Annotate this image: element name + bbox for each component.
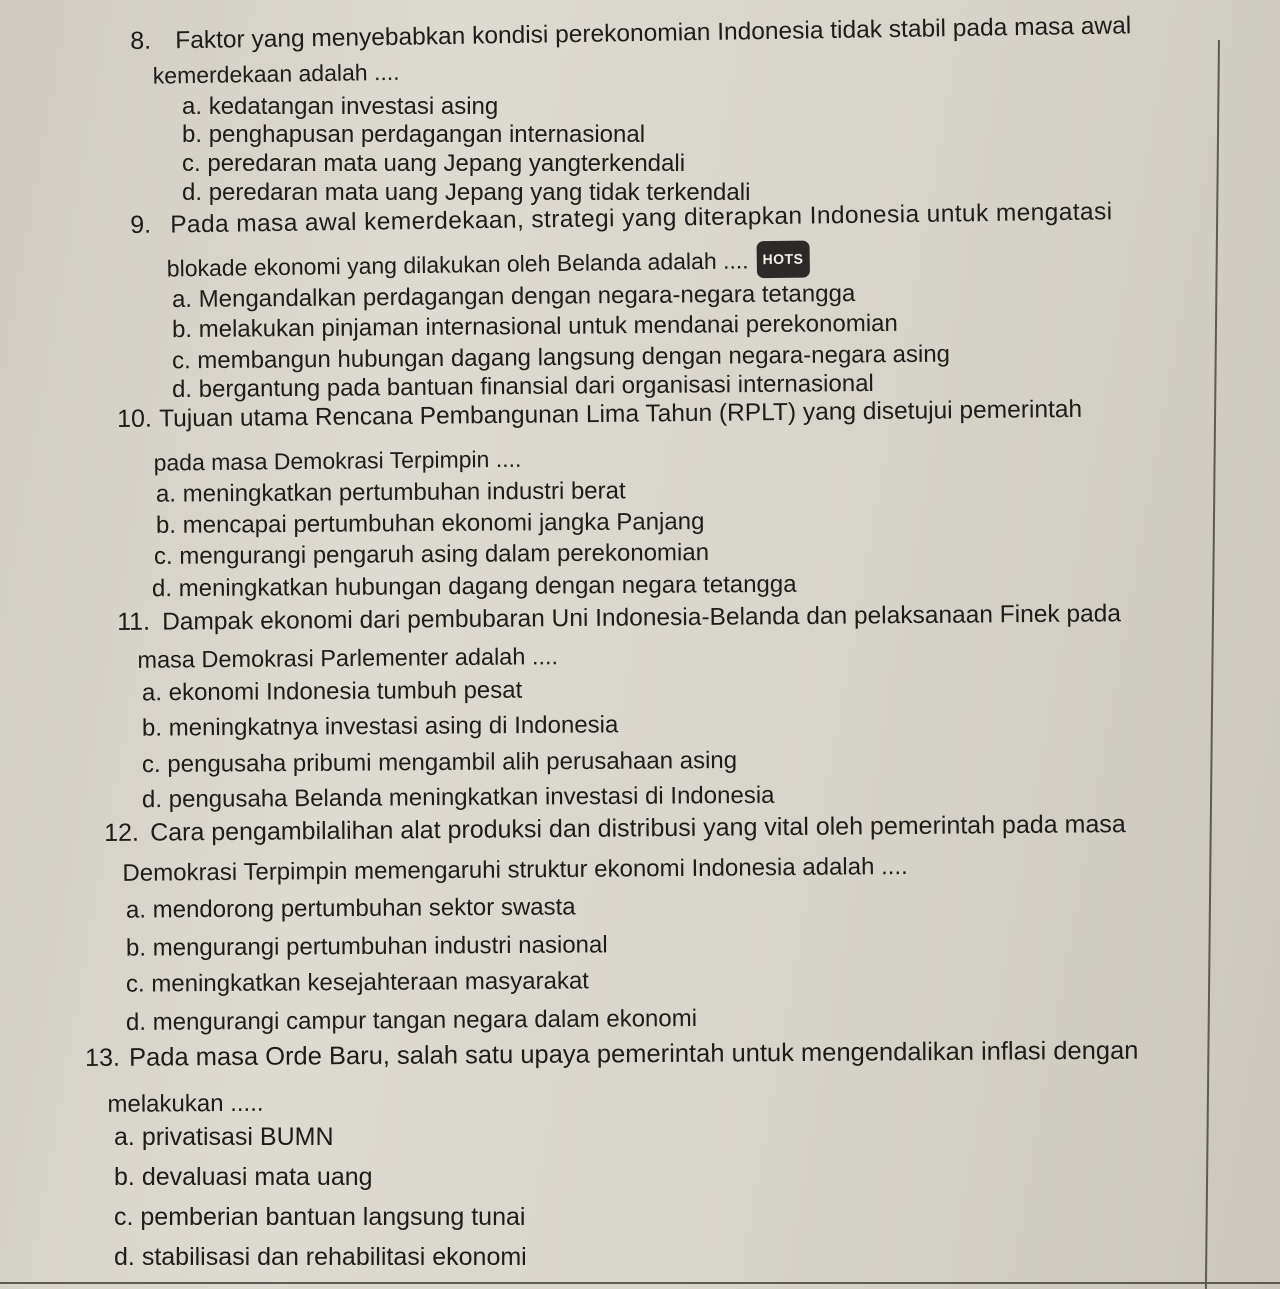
option-text: membangun hubungan dagang langsung dengan negara-negara asing [197, 340, 951, 375]
question-stem-line: melakukan ..... [107, 1089, 264, 1118]
option-text: privatisasi BUMN [141, 1123, 334, 1151]
option-letter: d. [171, 375, 193, 404]
option-text: meningkatnya investasi asing di Indonesia [168, 711, 619, 742]
question-stem-line: Cara pengambilalihan alat produksi dan distribusi yang vital oleh pemerintah pada masa [150, 810, 1126, 847]
option-b[interactable] [126, 931, 608, 962]
option-text: mendorong pertumbuhan sektor swasta [152, 893, 576, 924]
option-d[interactable] [114, 1243, 527, 1272]
option-letter: b. [141, 714, 163, 742]
option-a[interactable] [114, 1123, 334, 1152]
option-letter: c. [114, 1203, 134, 1231]
hots-badge: HOTS [756, 241, 809, 279]
option-text: mengurangi pengaruh asing dalam perekonomian [179, 539, 710, 570]
question-number: 8. [130, 26, 152, 55]
option-b[interactable] [182, 121, 645, 149]
question-stem-text: blokade ekonomi yang dilakukan oleh Belanda adalah .... [166, 247, 749, 282]
option-c[interactable] [182, 150, 685, 178]
option-letter: b. [125, 934, 147, 962]
option-d[interactable] [126, 1005, 697, 1037]
question-stem-line: Faktor yang menyebabkan kondisi perekonomian Indonesia tidak stabil pada masa awal [175, 12, 1132, 55]
option-text: pemberian bantuan langsung tunai [140, 1203, 526, 1231]
option-a[interactable] [126, 893, 576, 924]
option-text: pengusaha Belanda meningkatkan investasi di Indonesia [168, 781, 775, 814]
option-letter: c. [141, 750, 161, 779]
option-text: pengusaha pribumi mengambil alih perusahaan asing [167, 746, 738, 778]
option-letter: b. [182, 121, 203, 148]
question-stem-line: pada masa Demokrasi Terpimpin .... [153, 445, 522, 476]
option-text: mencapai pertumbuhan ekonomi jangka Panjang [182, 508, 705, 539]
option-text: mengurangi campur tangan negara dalam ekonomi [152, 1005, 698, 1036]
option-text: mengurangi pertumbuhan industri nasional [152, 931, 608, 962]
option-b[interactable] [142, 711, 618, 742]
option-letter: b. [114, 1163, 135, 1191]
question-stem-line: Dampak ekonomi dari pembubaran Uni Indonesia-Belanda dan pelaksanaan Finek pada [162, 600, 1122, 636]
option-text: meningkatkan kesejahteraan masyarakat [151, 967, 590, 998]
option-b[interactable] [156, 508, 705, 540]
question-stem-line: Tujuan utama Rencana Pembangunan Lima Tahun (RPLT) yang disetujui pemerintah [159, 395, 1083, 433]
option-text: bergantung pada bantuan finansial dari organisasi internasional [198, 369, 874, 403]
option-a[interactable] [182, 93, 498, 121]
question-number: 13. [85, 1043, 120, 1072]
option-letter: c. [182, 150, 201, 177]
question-number: 10. [117, 404, 153, 433]
question-stem-line: Pada masa Orde Baru, salah satu upaya pemerintah untuk mengendalikan inflasi dengan [129, 1036, 1139, 1072]
option-c[interactable] [142, 747, 737, 779]
option-letter: a. [141, 679, 163, 707]
option-letter: a. [171, 285, 193, 313]
margin-rule [1205, 40, 1220, 1289]
option-text: peredaran mata uang Jepang yangterkendali [207, 150, 686, 177]
option-text: penghapusan perdagangan internasional [208, 121, 646, 148]
question-stem-line: kemerdekaan adalah .... [152, 58, 400, 89]
option-letter: d. [182, 179, 203, 206]
option-letter: c. [153, 542, 173, 570]
option-c[interactable] [126, 967, 589, 998]
question-number: 11. [117, 607, 151, 636]
option-text: devaluasi mata uang [141, 1163, 373, 1191]
option-text: ekonomi Indonesia tumbuh pesat [168, 676, 523, 707]
option-text: Mengandalkan perdagangan dengan negara-negara tetangga [198, 280, 856, 313]
option-letter: c. [125, 970, 145, 998]
option-b[interactable] [114, 1163, 373, 1192]
question-number: 9. [130, 210, 152, 239]
option-c[interactable] [114, 1203, 525, 1232]
option-text: meningkatkan pertumbuhan industri berat [182, 477, 626, 508]
option-c[interactable] [154, 539, 709, 571]
option-text: peredaran mata uang Jepang yang tidak terkendali [208, 179, 751, 206]
question-stem-line: Pada masa awal kemerdekaan, strategi yang diterapkan Indonesia untuk mengatasi [170, 198, 1113, 239]
option-b[interactable] [172, 310, 898, 344]
option-text: stabilisasi dan rehabilitasi ekonomi [141, 1243, 527, 1271]
question-stem-line-2 [167, 241, 810, 287]
option-letter: d. [114, 1243, 135, 1271]
option-d[interactable] [142, 782, 775, 814]
option-letter: d. [151, 575, 173, 603]
option-text: kedatangan investasi asing [208, 93, 499, 120]
option-text: meningkatkan hubungan dagang dengan negara tetangga [178, 570, 797, 603]
option-a[interactable] [172, 280, 855, 314]
option-letter: d. [125, 1008, 147, 1036]
option-letter: a. [114, 1123, 135, 1151]
option-text: melakukan pinjaman internasional untuk mendanai perekonomian [198, 309, 898, 343]
option-d[interactable] [152, 571, 797, 603]
bottom-rule [0, 1282, 1280, 1284]
question-number: 12. [104, 818, 140, 847]
option-letter: b. [171, 315, 193, 344]
option-a[interactable] [156, 477, 626, 508]
question-stem-line: Demokrasi Terpimpin memengaruhi struktur ekonomi Indonesia adalah .... [122, 852, 908, 887]
option-letter: a. [182, 93, 203, 120]
option-letter: a. [155, 480, 177, 508]
option-a[interactable] [142, 677, 522, 708]
question-stem-line: masa Demokrasi Parlementer adalah .... [137, 643, 559, 673]
option-letter: c. [171, 347, 191, 375]
option-letter: d. [141, 786, 163, 814]
option-letter: b. [155, 511, 177, 539]
option-letter: a. [125, 896, 147, 924]
